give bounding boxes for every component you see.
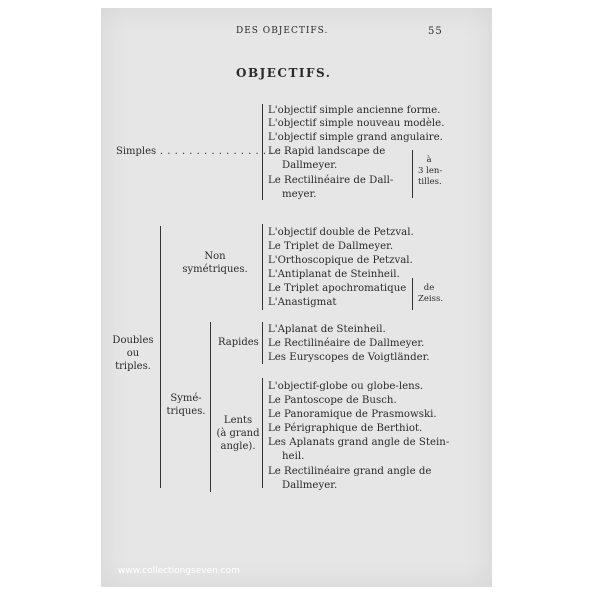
list-item: Dallmeyer.: [282, 160, 338, 171]
list-item: Les Aplanats grand angle de Stein-: [268, 437, 450, 448]
doubles-label: Doubles ou triples.: [112, 335, 154, 372]
list-item: L'objectif simple grand angulaire.: [268, 132, 443, 143]
list-item: Le Triplet apochromatique: [268, 283, 407, 294]
symetriques-label: Symé- triques.: [166, 393, 206, 417]
simples-note-brace: [412, 150, 413, 198]
list-item: Le Rectilinéaire de Dall-: [268, 175, 394, 186]
simples-brace: [262, 104, 263, 200]
list-item: L'objectif double de Petzval.: [268, 227, 414, 238]
list-item: L'Antiplanat de Steinheil.: [268, 269, 400, 280]
doubles-brace: [160, 226, 161, 488]
list-item: L'Orthoscopique de Petzval.: [268, 255, 413, 266]
list-item: Le Triplet de Dallmeyer.: [268, 241, 394, 252]
list-item: Le Pantoscope de Busch.: [268, 395, 397, 406]
list-item: meyer.: [282, 189, 317, 200]
non-symetriques-label: Non symétriques.: [182, 251, 248, 275]
symetriques-brace: [210, 322, 211, 492]
lents-brace: [262, 378, 263, 488]
list-item: Le Rapid landscape de: [268, 146, 386, 157]
list-item: Le Périgraphique de Berthiot.: [268, 423, 423, 434]
simples-label: Simples . . . . . . . . . . . . . . . . . .: [116, 146, 289, 157]
page-title: OBJECTIFS.: [236, 66, 332, 80]
zeiss-note-brace: [412, 278, 413, 310]
simples-note: à 3 len- tilles.: [418, 155, 443, 187]
list-item: L'Anastigmat: [268, 297, 337, 308]
non-symetriques-brace: [262, 224, 263, 310]
lents-label: Lents (à grand angle).: [216, 415, 260, 452]
rapides-brace: [262, 322, 263, 364]
list-item: heil.: [282, 451, 305, 462]
list-item: Dallmeyer.: [282, 480, 338, 491]
list-item: L'Aplanat de Steinheil.: [268, 324, 386, 335]
list-item: Le Rectilinéaire de Dallmeyer.: [268, 338, 425, 349]
list-item: Le Panoramique de Prasmowski.: [268, 409, 437, 420]
list-item: L'objectif simple nouveau modèle.: [268, 118, 445, 129]
zeiss-note: de Zeiss.: [418, 283, 444, 304]
watermark-text: www.collectiongseven.com: [118, 566, 240, 576]
list-item: Le Rectilinéaire grand angle de: [268, 466, 432, 477]
page-number: 55: [428, 26, 443, 37]
running-title: DES OBJECTIFS.: [236, 26, 329, 36]
list-item: L'objectif-globe ou globe-lens.: [268, 381, 424, 392]
list-item: L'objectif simple ancienne forme.: [268, 105, 441, 116]
list-item: Les Euryscopes de Voigtländer.: [268, 352, 430, 363]
rapides-label: Rapides: [218, 337, 259, 348]
